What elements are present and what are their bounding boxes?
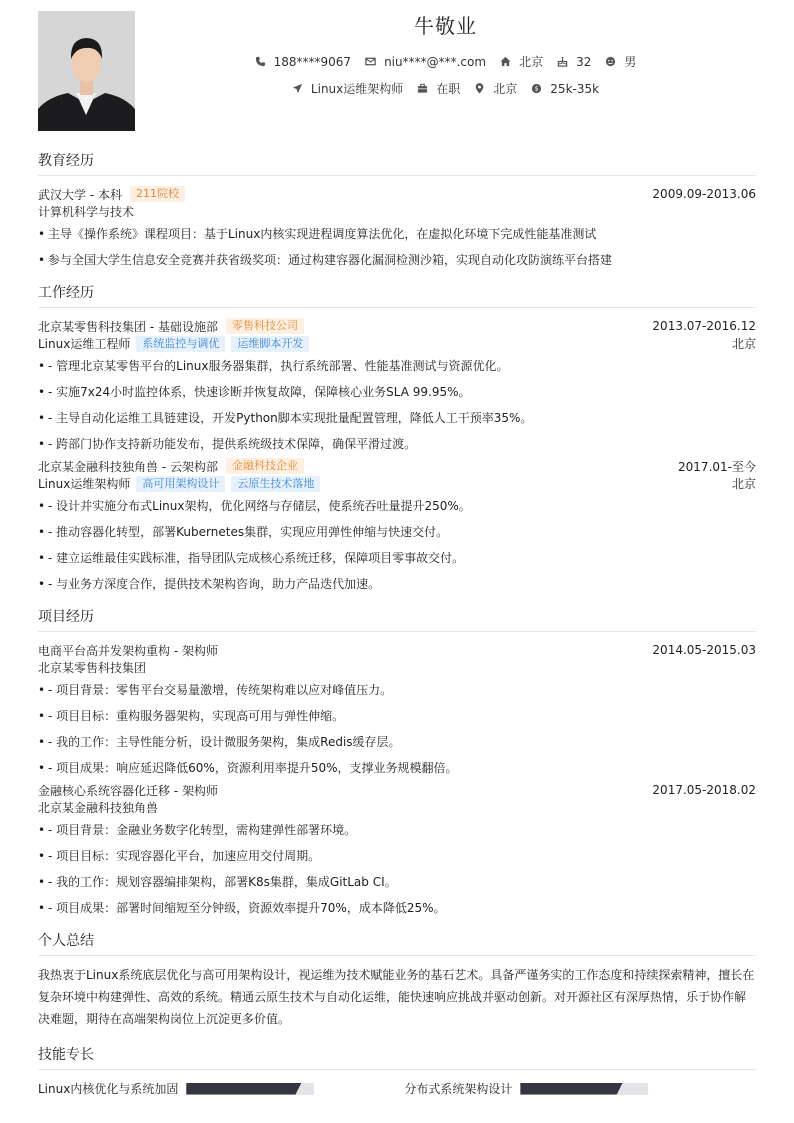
cake-icon [557, 56, 568, 67]
education-header [38, 185, 756, 203]
send-icon [292, 83, 303, 94]
job-bullets [38, 493, 756, 597]
company-tag: 零售科技公司 [226, 318, 304, 334]
target-city-text: 北京 [493, 82, 518, 96]
list-item: • - 管理北京某零售平台的Linux服务器集群，执行系统部署、性能基准测试与资源优化。 [38, 353, 756, 379]
education-section [38, 150, 756, 273]
job-city: 北京 [731, 337, 756, 351]
job-entry [38, 457, 756, 597]
status-item [417, 80, 460, 97]
role-tag: 高可用架构设计 [136, 476, 225, 492]
list-item: • - 项目成果：部署时间缩短至分钟级，资源效率提升70%，成本降低25%。 [38, 895, 756, 921]
phone-text: 188****9067 [273, 54, 352, 69]
email-item [365, 55, 486, 69]
briefcase-icon [417, 83, 428, 94]
project-bullets [38, 817, 756, 921]
skill-bar [186, 1083, 314, 1095]
skill-item [38, 1080, 314, 1097]
home-icon [500, 56, 511, 67]
list-item: • - 我的工作：主导性能分析，设计微服务架构，集成Redis缓存层。 [38, 729, 756, 755]
education-title: 教育经历 [38, 150, 756, 176]
phone-item [255, 55, 351, 69]
project-date: 2017.05-2018.02 [652, 783, 756, 797]
education-major [38, 203, 756, 221]
list-item: • - 设计并实施分布式Linux架构，优化网络与存储层，使系统吞吐量提升250%。 [38, 493, 756, 519]
role-tag: 运维脚本开发 [231, 336, 309, 352]
status-text: 在职 [436, 82, 461, 96]
target-position-item [292, 80, 403, 97]
hometown-item [500, 53, 543, 70]
skill-bar-fill [520, 1083, 622, 1095]
project-org-text: 北京某金融科技独角兽 [38, 801, 159, 815]
project-header [38, 641, 756, 659]
summary-text: 我热衷于Linux系统底层优化与高可用架构设计，视运维为技术赋能业务的基石艺术。具备严谨务实的工作态度和持续探索精神，擅长在复杂环境中构建弹性、高效的系统。精通云原生技术与自动化运维，能快速响应挑战并驱动创新。对开源社区有深厚热情，乐于协作解决难题，期待在高端架构岗位上沉淀更多价值。 [38, 968, 755, 1026]
list-item: • - 项目背景：零售平台交易量激增，传统架构难以应对峰值压力。 [38, 677, 756, 703]
project-header [38, 781, 756, 799]
job-date: 2017.01-至今 [678, 459, 756, 474]
list-item: • - 主导自动化运维工具链建设，开发Python脚本实现批量配置管理，降低人工干预率35%。 [38, 405, 756, 431]
job-city: 北京 [731, 477, 756, 491]
gender-icon [605, 56, 616, 67]
salary-item [531, 82, 599, 96]
gender-text: 男 [624, 55, 637, 69]
location-icon [474, 83, 485, 94]
skills-section [38, 1044, 756, 1097]
job-role-row [38, 475, 756, 493]
list-item: • - 建立运维最佳实践标准，指导团队完成核心系统迁移，保障项目零事故交付。 [38, 545, 756, 571]
project-entry [38, 641, 756, 781]
list-item: • - 实施7x24小时监控体系，快速诊断并恢复故障，保障核心业务SLA 99.95%。 [38, 379, 756, 405]
job-entry [38, 317, 756, 457]
list-item: • - 与业务方深度合作，提供技术架构咨询，助力产品迭代加速。 [38, 571, 756, 597]
company-name: 北京某金融科技独角兽 - 云架构部 [38, 459, 218, 474]
job-role-row [38, 335, 756, 353]
company-name: 北京某零售科技集团 - 基础设施部 [38, 319, 218, 334]
age-item [557, 55, 591, 69]
skills-list [38, 1080, 756, 1097]
work-section [38, 282, 756, 597]
skills-title: 技能专长 [38, 1044, 756, 1070]
job-header [38, 457, 756, 475]
project-org-text: 北京某零售科技集团 [38, 661, 147, 675]
summary-section [38, 930, 756, 1030]
education-date: 2009.09-2013.06 [652, 187, 756, 201]
major-text: 计算机科学与技术 [38, 205, 135, 219]
list-item: • - 项目背景：金融业务数字化转型，需构建弹性部署环境。 [38, 817, 756, 843]
skill-name: 分布式系统架构设计 [404, 1082, 513, 1096]
education-bullets [38, 221, 756, 273]
list-item: • - 项目目标：重构服务器架构，实现高可用与弹性伸缩。 [38, 703, 756, 729]
work-title: 工作经历 [38, 282, 756, 308]
job-bullets [38, 353, 756, 457]
list-item: • 参与全国大学生信息安全竞赛并获省级奖项：通过构建容器化漏洞检测沙箱，实现自动化攻防演练平台搭建 [38, 247, 756, 273]
list-item: • - 跨部门协作支持新功能发布，提供系统级技术保障，确保平滑过渡。 [38, 431, 756, 457]
school-tag: 211院校 [130, 186, 185, 202]
money-icon [531, 83, 542, 94]
list-item: • - 我的工作：规划容器编排架构，部署K8s集群，集成GitLab CI。 [38, 869, 756, 895]
gender-item [605, 53, 636, 70]
list-item: • - 项目成果：响应延迟降低60%，资源利用率提升50%，支撑业务规模翻倍。 [38, 755, 756, 781]
company-tag: 金融科技企业 [226, 458, 304, 474]
role-tag: 系统监控与调优 [136, 336, 225, 352]
skill-name: Linux内核优化与系统加固 [38, 1082, 179, 1096]
contact-row [135, 53, 756, 70]
target-city-item [474, 80, 517, 97]
age-text: 32 [576, 54, 592, 69]
email-text: niu****@***.com [384, 54, 487, 69]
svg-text:$: $ [534, 84, 539, 93]
projects-title: 项目经历 [38, 606, 756, 632]
job-role: Linux运维架构师 [38, 477, 131, 491]
job-date: 2013.07-2016.12 [652, 319, 756, 333]
projects-section [38, 606, 756, 921]
candidate-name: 牛敬业 [414, 14, 477, 38]
skill-item [404, 1080, 648, 1097]
skill-bar-fill [186, 1083, 301, 1095]
list-item: • 主导《操作系统》课程项目：基于Linux内核实现进程调度算法优化，在虚拟化环境下完成性能基准测试 [38, 221, 756, 247]
skill-bar [520, 1083, 648, 1095]
project-name: 电商平台高并发架构重构 - 架构师 [38, 643, 218, 658]
project-date: 2014.05-2015.03 [652, 643, 756, 657]
mail-icon [365, 56, 376, 67]
role-tag: 云原生技术落地 [231, 476, 320, 492]
job-intent-row [135, 80, 756, 97]
project-entry [38, 781, 756, 921]
target-position-text: Linux运维架构师 [310, 82, 404, 96]
summary-title: 个人总结 [38, 930, 756, 956]
salary-text: 25k-35k [550, 81, 600, 96]
list-item: • - 项目目标：实现容器化平台，加速应用交付周期。 [38, 843, 756, 869]
school-name: 武汉大学 - 本科 [38, 187, 122, 202]
list-item: • - 推动容器化转型，部署Kubernetes集群，实现应用弹性伸缩与快速交付。 [38, 519, 756, 545]
project-org [38, 659, 756, 677]
project-name: 金融核心系统容器化迁移 - 架构师 [38, 783, 218, 798]
hometown-text: 北京 [519, 55, 544, 69]
profile-photo [38, 11, 135, 131]
job-role: Linux运维工程师 [38, 337, 131, 351]
project-org [38, 799, 756, 817]
job-header [38, 317, 756, 335]
phone-icon [255, 56, 266, 67]
project-bullets [38, 677, 756, 781]
